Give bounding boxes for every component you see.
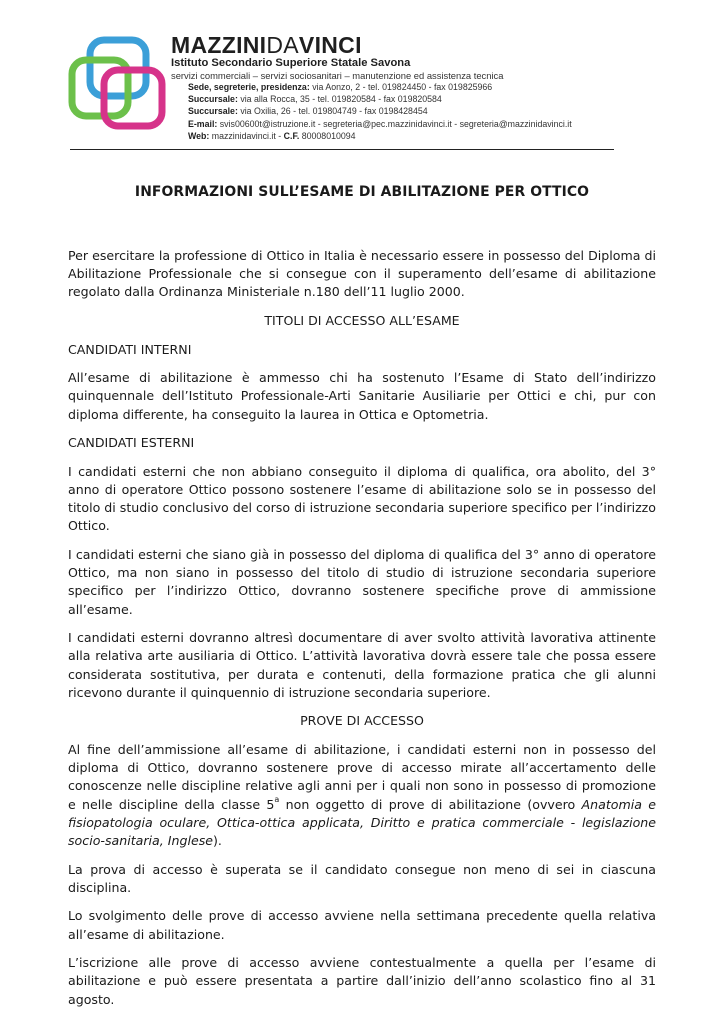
document-title: INFORMAZIONI SULL’ESAME DI ABILITAZIONE PER OTTICO [134, 184, 590, 200]
paragraph-esterni-2: I candidati esterni che siano già in possesso del diploma di qualifica del 3° anno di operatore Ottico, ma non siano in possesso del titolo di studio di istruzione secondaria superiore specifico per l’indirizzo Ottico, dovranno sostenere specifiche prove di ammissione all’esame. [68, 546, 656, 617]
contact-line-branch-1: Succursale: via alla Rocca, 35 - tel. 019820584 - fax 019820584 [188, 94, 442, 105]
letterhead [68, 30, 656, 140]
school-subtitle: Istituto Secondario Superiore Statale Savona [171, 57, 411, 69]
paragraph-esterni-3: I candidati esterni dovranno altresì documentare di aver svolto attività lavorativa attinente alla relativa arte ausiliaria di Ottico. L’attività lavorativa dovrà essere tale che possa essere considerata sostitutiva, per durata e contenuti, della formazione pratica che gli alunni ricevono durante il quinquennio di istruzione secondaria superiore. [68, 630, 656, 700]
document-body [68, 247, 656, 1019]
school-name: MAZZINIDAVINCI [171, 32, 362, 58]
paragraph-prove-4: L’iscrizione alle prove di accesso avviene contestualmente a quella per l’esame di abilitazione e può essere presentata a partire dall’inizio dell’anno scolastico fino al 31 agosto. [68, 955, 656, 1007]
contact-line-branch-2: Succursale: via Oxilia, 26 - tel. 019804749 - fax 0198428454 [188, 106, 428, 117]
school-logo [68, 34, 170, 130]
section-heading-prove: PROVE DI ACCESSO [300, 713, 424, 729]
paragraph-candidati-interni: All’esame di abilitazione è ammesso chi ha sostenuto l’Esame di Stato dell’indirizzo quinquennale dell’Istituto Professionale-Arti Sanitarie Ausiliarie per Ottici e chi, pur con diploma differente, ha conseguito la laurea in Ottica e Optometria. [68, 370, 656, 422]
contact-line-email: E-mail: svis00600t@istruzione.it - segreteria@pec.mazzinidavinci.it - segreteria@mazzinidavinci.it [188, 118, 572, 129]
paragraph-esterni-1: I candidati esterni che non abbiano conseguito il diploma di qualifica, ora abolito, del 3° anno di operatore Ottico possono sostenere l’esame di abilitazione solo se in possesso del titolo di studio conclusivo del corso di istruzione secondaria superiore specifico per l’indirizzo Ottico. [68, 463, 656, 534]
paragraph-prove-2: La prova di accesso è superata se il candidato consegue non meno di sei in ciascuna disciplina. [68, 861, 656, 895]
subheading-candidati-interni: CANDIDATI INTERNI [68, 341, 192, 357]
school-tagline: servizi commerciali – servizi sociosanitari – manutenzione ed assistenza tecnica [171, 70, 504, 81]
subheading-candidati-esterni: CANDIDATI ESTERNI [68, 435, 195, 451]
intro-paragraph: Per esercitare la professione di Ottico in Italia è necessario essere in possesso del Diploma di Abilitazione Professionale che si consegue con il superamento dell’esame di abilitazione regolato dalla Ordinanza Ministeriale n.180 dell’11 luglio 2000. [68, 248, 656, 300]
contact-line-main: Sede, segreterie, presidenza: via Aonzo, 2 - tel. 019824450 - fax 019825966 [188, 82, 493, 92]
paragraph-prove-3: Lo svolgimento delle prove di accesso avviene nella settimana precedente quella relativa all’esame di abilitazione. [68, 908, 656, 942]
paragraph-prove-1: Al fine dell’ammissione all’esame di abilitazione, i candidati esterni non in possesso del diploma di Ottico, dovranno sostenere prove di accesso mirate all’accertamento delle conoscenze nelle discipline relative agli anni per i quali non sono in possesso di promozione e nelle discipline della classe 5$^a$ non oggetto di prove di abilitazione (ovvero Anatomia e fisiopatologia oculare, Ottica-ottica applicata, Diritto e pratica commerciale - legislazione socio-sanitaria, Inglese). [68, 741, 657, 848]
header-divider [70, 149, 614, 150]
contact-block [188, 81, 572, 142]
contact-line-web: Web: mazzinidavinci.it - C.F. 80008010094 [188, 130, 356, 141]
section-heading-titoli: TITOLI DI ACCESSO ALL’ESAME [264, 313, 460, 328]
